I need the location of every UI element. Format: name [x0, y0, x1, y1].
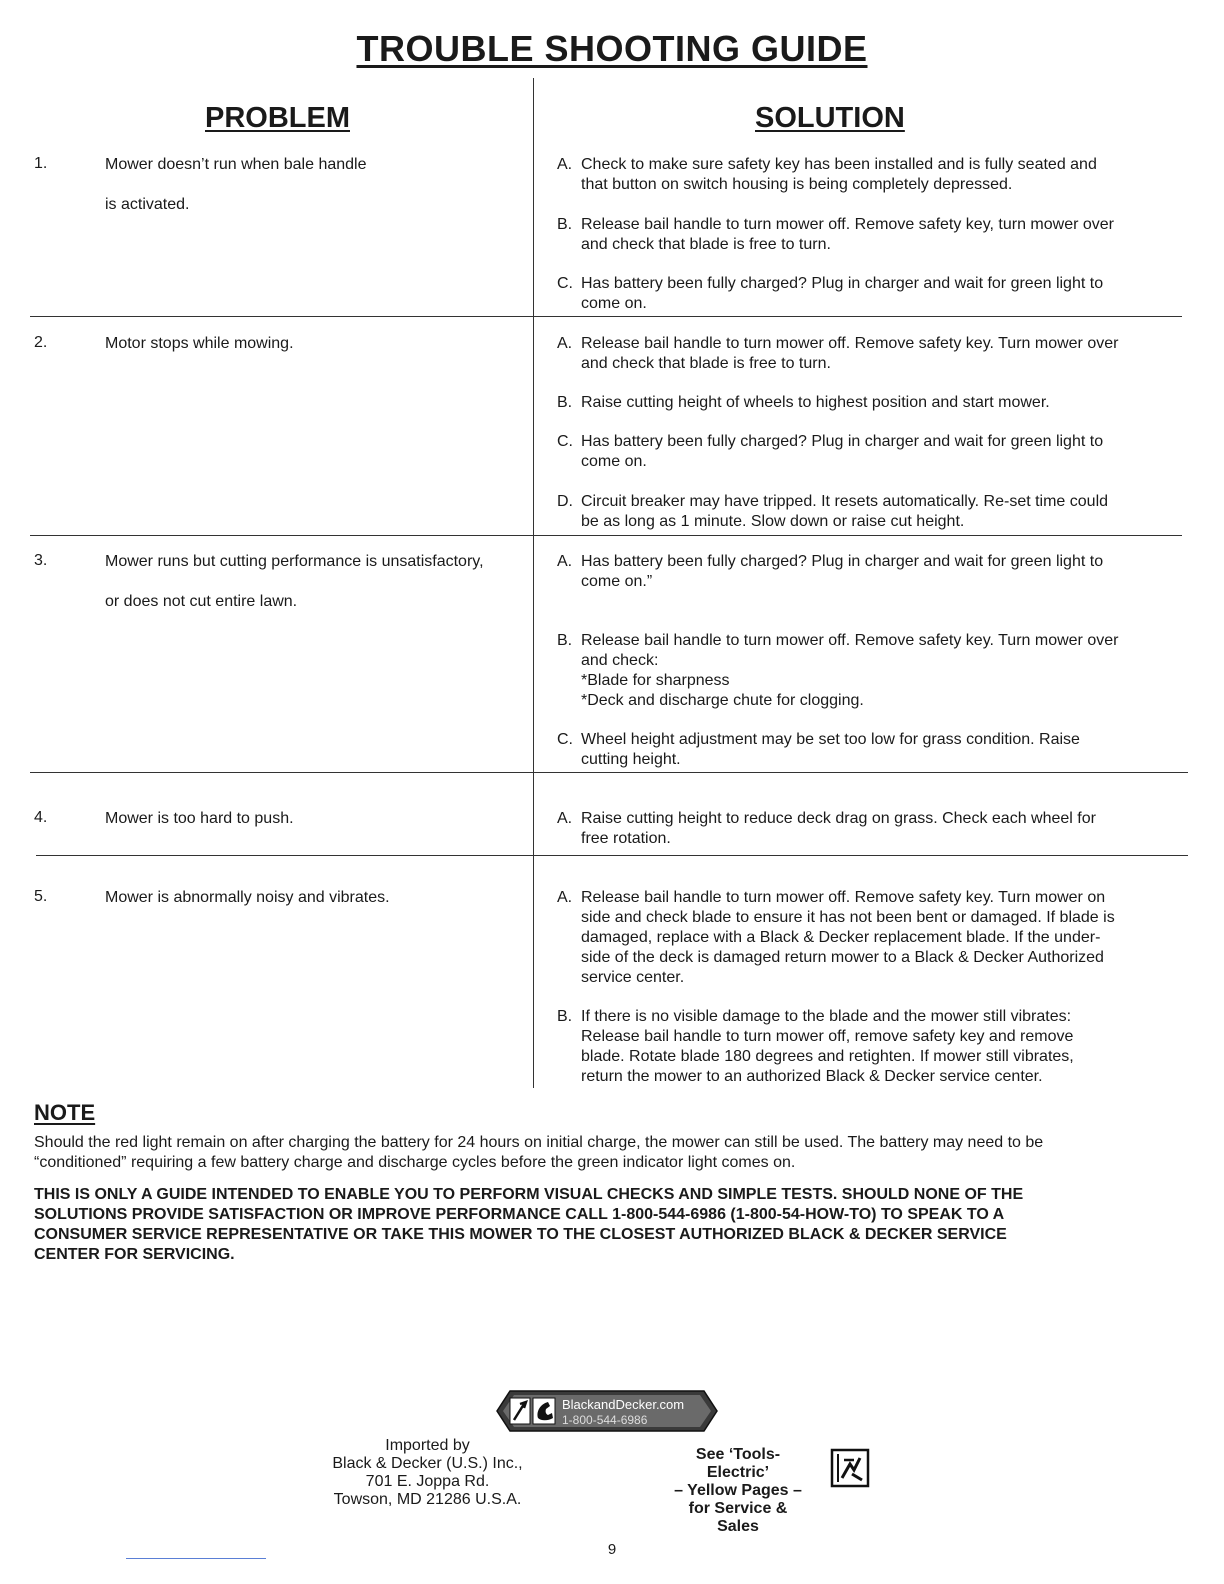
problem-header: PROBLEM: [205, 102, 350, 134]
solution-item: A. Release bail handle to turn mower off. Remove safety key. Turn mower over and check that blade is free to turn.: [557, 335, 1119, 372]
problem-line: Mower is abnormally noisy and vibrates.: [105, 889, 390, 906]
page-number: 9: [607, 1541, 617, 1558]
row-number: 2.: [34, 334, 48, 351]
solution-item: D. Circuit breaker may have tripped. It resets automatically. Re-set time could be as long as 1 minute. Slow down or raise cut height.: [557, 493, 1109, 530]
problem-text: [105, 334, 535, 354]
row-number: 4.: [34, 809, 48, 826]
note-heading: NOTE: [34, 1100, 96, 1125]
page-title: TROUBLE SHOOTING GUIDE: [356, 28, 868, 69]
solution-item: A. Has battery been fully charged? Plug in charger and wait for green light to come on.”: [557, 553, 1104, 590]
problem-line: or does not cut entire lawn.: [105, 593, 298, 610]
note-text: Should the red light remain on after charging the battery for 24 hours on initial charge, the mower can still be used. The battery may need to be “conditioned” requiring a few battery charge and discharge cycles before the green indicator light comes on.: [34, 1134, 1044, 1171]
solution-item: B. If there is no visible damage to the blade and the mower still vibrates: Release bail handle to turn mower off, remove safety key and remove blade. Rotate blade 180 degrees and retighten. If mower still vibrates, return the mower to an authorized Black & Decker service center.: [557, 1008, 1074, 1085]
badge-website: BlackandDecker.com: [562, 1397, 685, 1412]
solution-item: B. Release bail handle to turn mower off. Remove safety key, turn mower over and check that blade is free to turn.: [557, 216, 1114, 253]
row-separator: [30, 535, 1182, 536]
row-number: 5.: [34, 888, 48, 905]
row-number: 1.: [34, 155, 48, 172]
row-separator: [30, 316, 1182, 317]
row-number: 3.: [34, 552, 48, 569]
solution-item: C. Has battery been fully charged? Plug in charger and wait for green light to come on.: [557, 275, 1104, 312]
badge-phone: 1-800-544-6986: [562, 1413, 648, 1427]
problem-line: Mower runs but cutting performance is unsatisfactory,: [105, 553, 484, 570]
solution-header: SOLUTION: [755, 102, 905, 134]
solution-item: A. Raise cutting height to reduce deck drag on grass. Check each wheel for free rotation.: [557, 810, 1096, 847]
problem-text: [105, 809, 535, 829]
problem-line: Motor stops while mowing.: [105, 335, 294, 352]
problem-line: Mower doesn’t run when bale handle: [105, 156, 367, 173]
problem-text: [105, 155, 535, 215]
solution-item: B. Release bail handle to turn mower off. Remove safety key. Turn mower over and check: *Blade for sharpness *Deck and discharge chute for clogging.: [557, 632, 1119, 709]
yellow-pages-icon: [830, 1448, 870, 1488]
warning-text: THIS IS ONLY A GUIDE INTENDED TO ENABLE YOU TO PERFORM VISUAL CHECKS AND SIMPLE TESTS. SHOULD NONE OF THE SOLUTIONS PROVIDE SATISFACTION OR IMPROVE PERFORMANCE CALL 1-800-544-6986 (1-800-54-HOW-TO) TO SPEAK TO A CONSUMER SERVICE REPRESENTATIVE OR TAKE THIS MOWER TO THE CLOSEST AUTHORIZED BLACK & DECKER SERVICE CENTER FOR SERVICING.: [34, 1186, 1024, 1263]
problem-text: [105, 888, 535, 908]
importer-address: Imported by Black & Decker (U.S.) Inc., 701 E. Joppa Rd. Towson, MD 21286 U.S.A.: [332, 1437, 523, 1508]
solution-item: B. Raise cutting height of wheels to highest position and start mower.: [557, 394, 1050, 411]
solution-item: A. Release bail handle to turn mower off. Remove safety key. Turn mower on side and check blade to ensure it has not been bent or damaged. If blade is damaged, replace with a Black & Decker replacement blade. If the under- side of the deck is damaged return mower to a Black & Decker Authorized service center.: [557, 889, 1115, 986]
row-separator: [36, 855, 1188, 856]
problem-line: Mower is too hard to push.: [105, 810, 294, 827]
problem-line: is activated.: [105, 196, 190, 213]
row-separator: [30, 772, 1188, 773]
problem-text: [105, 552, 535, 612]
yellow-pages-text: See ‘Tools- Electric’ – Yellow Pages – for Service & Sales: [674, 1446, 802, 1535]
solution-item: C. Has battery been fully charged? Plug in charger and wait for green light to come on.: [557, 433, 1104, 470]
solution-item: C. Wheel height adjustment may be set too low for grass condition. Raise cutting height.: [557, 731, 1080, 768]
solution-item: A. Check to make sure safety key has been installed and is fully seated and that button on switch housing is being completely depressed.: [557, 156, 1097, 193]
contact-badge: [496, 1390, 718, 1432]
footer-line: [126, 1558, 266, 1559]
